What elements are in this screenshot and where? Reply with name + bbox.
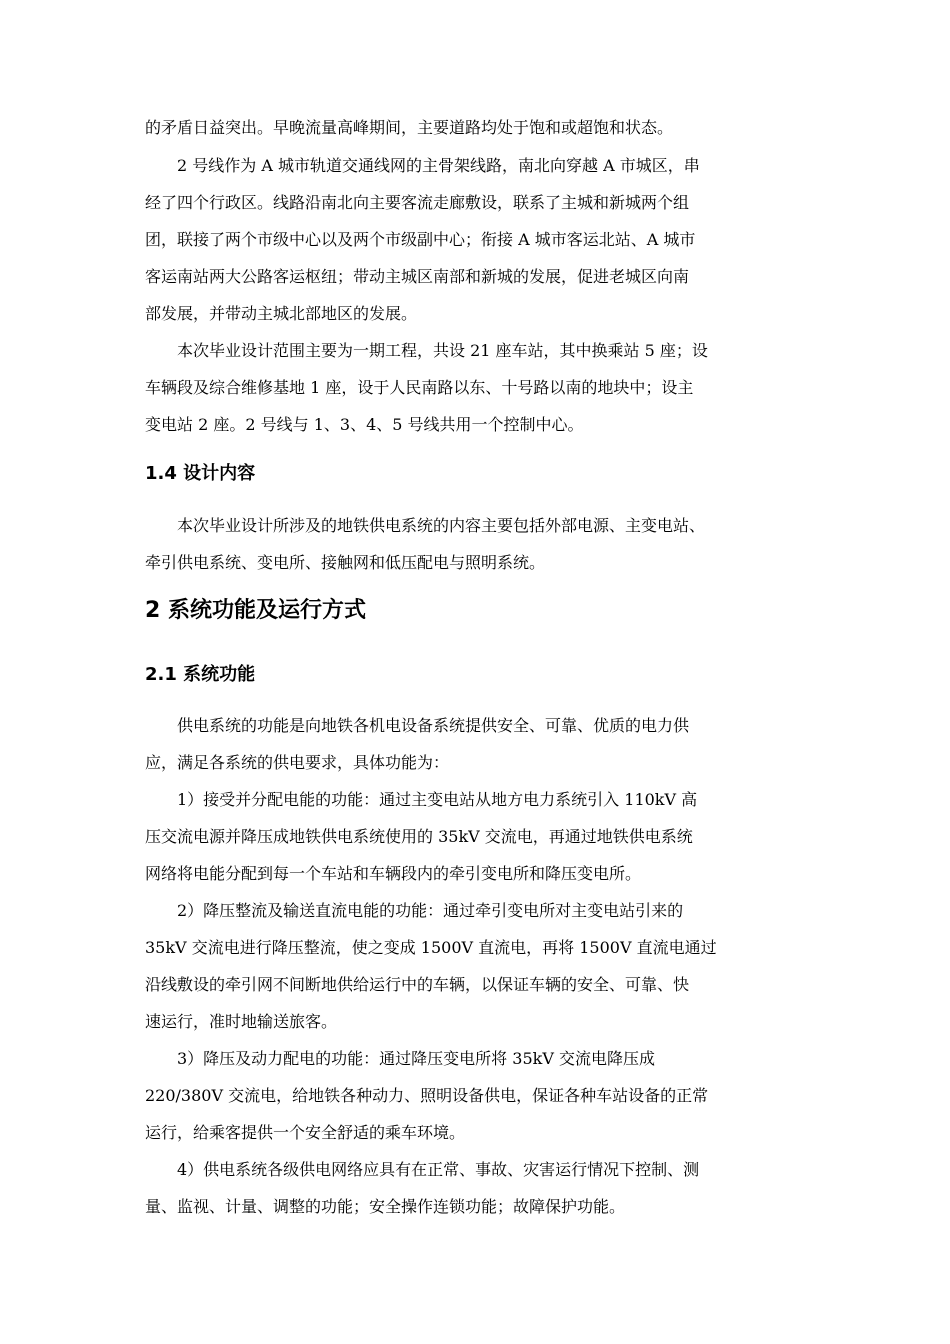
paragraph-line: 的矛盾日益突出。早晚流量高峰期间，主要道路均处于饱和或超饱和状态。 — [145, 118, 674, 137]
paragraph-line: 经了四个行政区。线路沿南北向主要客流走廊敷设，联系了主城和新城两个组 — [145, 193, 690, 212]
paragraph-line: 压交流电源并降压成地铁供电系统使用的 35kV 交流电，再通过地铁供电系统 — [145, 827, 693, 846]
section-heading: 2.1 系统功能 — [145, 664, 256, 685]
paragraph-line: 速运行，准时地输送旅客。 — [145, 1012, 338, 1031]
paragraph-line: 4）供电系统各级供电网络应具有在正常、事故、灾害运行情况下控制、测 — [145, 1160, 700, 1179]
paragraph-line: 牵引供电系统、变电所、接触网和低压配电与照明系统。 — [145, 553, 546, 572]
paragraph-line: 本次毕业设计所涉及的地铁供电系统的内容主要包括外部电源、主变电站、 — [145, 516, 706, 535]
paragraph-line: 车辆段及综合维修基地 1 座，设于人民南路以东、十号路以南的地块中；设主 — [145, 378, 694, 397]
paragraph-line: 本次毕业设计范围主要为一期工程，共设 21 座车站，其中换乘站 5 座；设 — [145, 341, 708, 360]
paragraph-line: 量、监视、计量、调整的功能；安全操作连锁功能；故障保护功能。 — [145, 1197, 626, 1216]
paragraph-line: 客运南站两大公路客运枢纽；带动主城区南部和新城的发展，促进老城区向南 — [145, 267, 690, 286]
paragraph-line: 35kV 交流电进行降压整流，使之变成 1500V 直流电，再将 1500V 直流电通过 — [145, 938, 717, 957]
paragraph-line: 供电系统的功能是向地铁各机电设备系统提供安全、可靠、优质的电力供 — [145, 716, 690, 735]
paragraph-line: 3）降压及动力配电的功能：通过降压变电所将 35kV 交流电降压成 — [145, 1049, 655, 1068]
paragraph-line: 沿线敷设的牵引网不间断地供给运行中的车辆，以保证车辆的安全、可靠、快 — [145, 975, 690, 994]
paragraph-line: 2）降压整流及输送直流电能的功能：通过牵引变电所对主变电站引来的 — [145, 901, 684, 920]
paragraph-line: 应，满足各系统的供电要求，具体功能为： — [145, 753, 450, 772]
paragraph-line: 1）接受并分配电能的功能：通过主变电站从地方电力系统引入 110kV 高 — [145, 790, 698, 809]
paragraph-line: 网络将电能分配到每一个车站和车辆段内的牵引变电所和降压变电所。 — [145, 864, 642, 883]
paragraph-line: 团，联接了两个市级中心以及两个市级副中心；衔接 A 城市客运北站、A 城市 — [145, 230, 696, 249]
paragraph-line: 2 号线作为 A 城市轨道交通线网的主骨架线路，南北向穿越 A 市城区，串 — [145, 156, 700, 175]
paragraph-line: 部发展，并带动主城北部地区的发展。 — [145, 304, 418, 323]
paragraph-line: 220/380V 交流电，给地铁各种动力、照明设备供电，保证各种车站设备的正常 — [145, 1086, 709, 1105]
chapter-heading: 2 系统功能及运行方式 — [145, 598, 366, 623]
paragraph-line: 变电站 2 座。2 号线与 1、3、4、5 号线共用一个控制中心。 — [145, 415, 584, 434]
section-heading: 1.4 设计内容 — [145, 463, 256, 484]
paragraph-line: 运行，给乘客提供一个安全舒适的乘车环境。 — [145, 1123, 466, 1142]
